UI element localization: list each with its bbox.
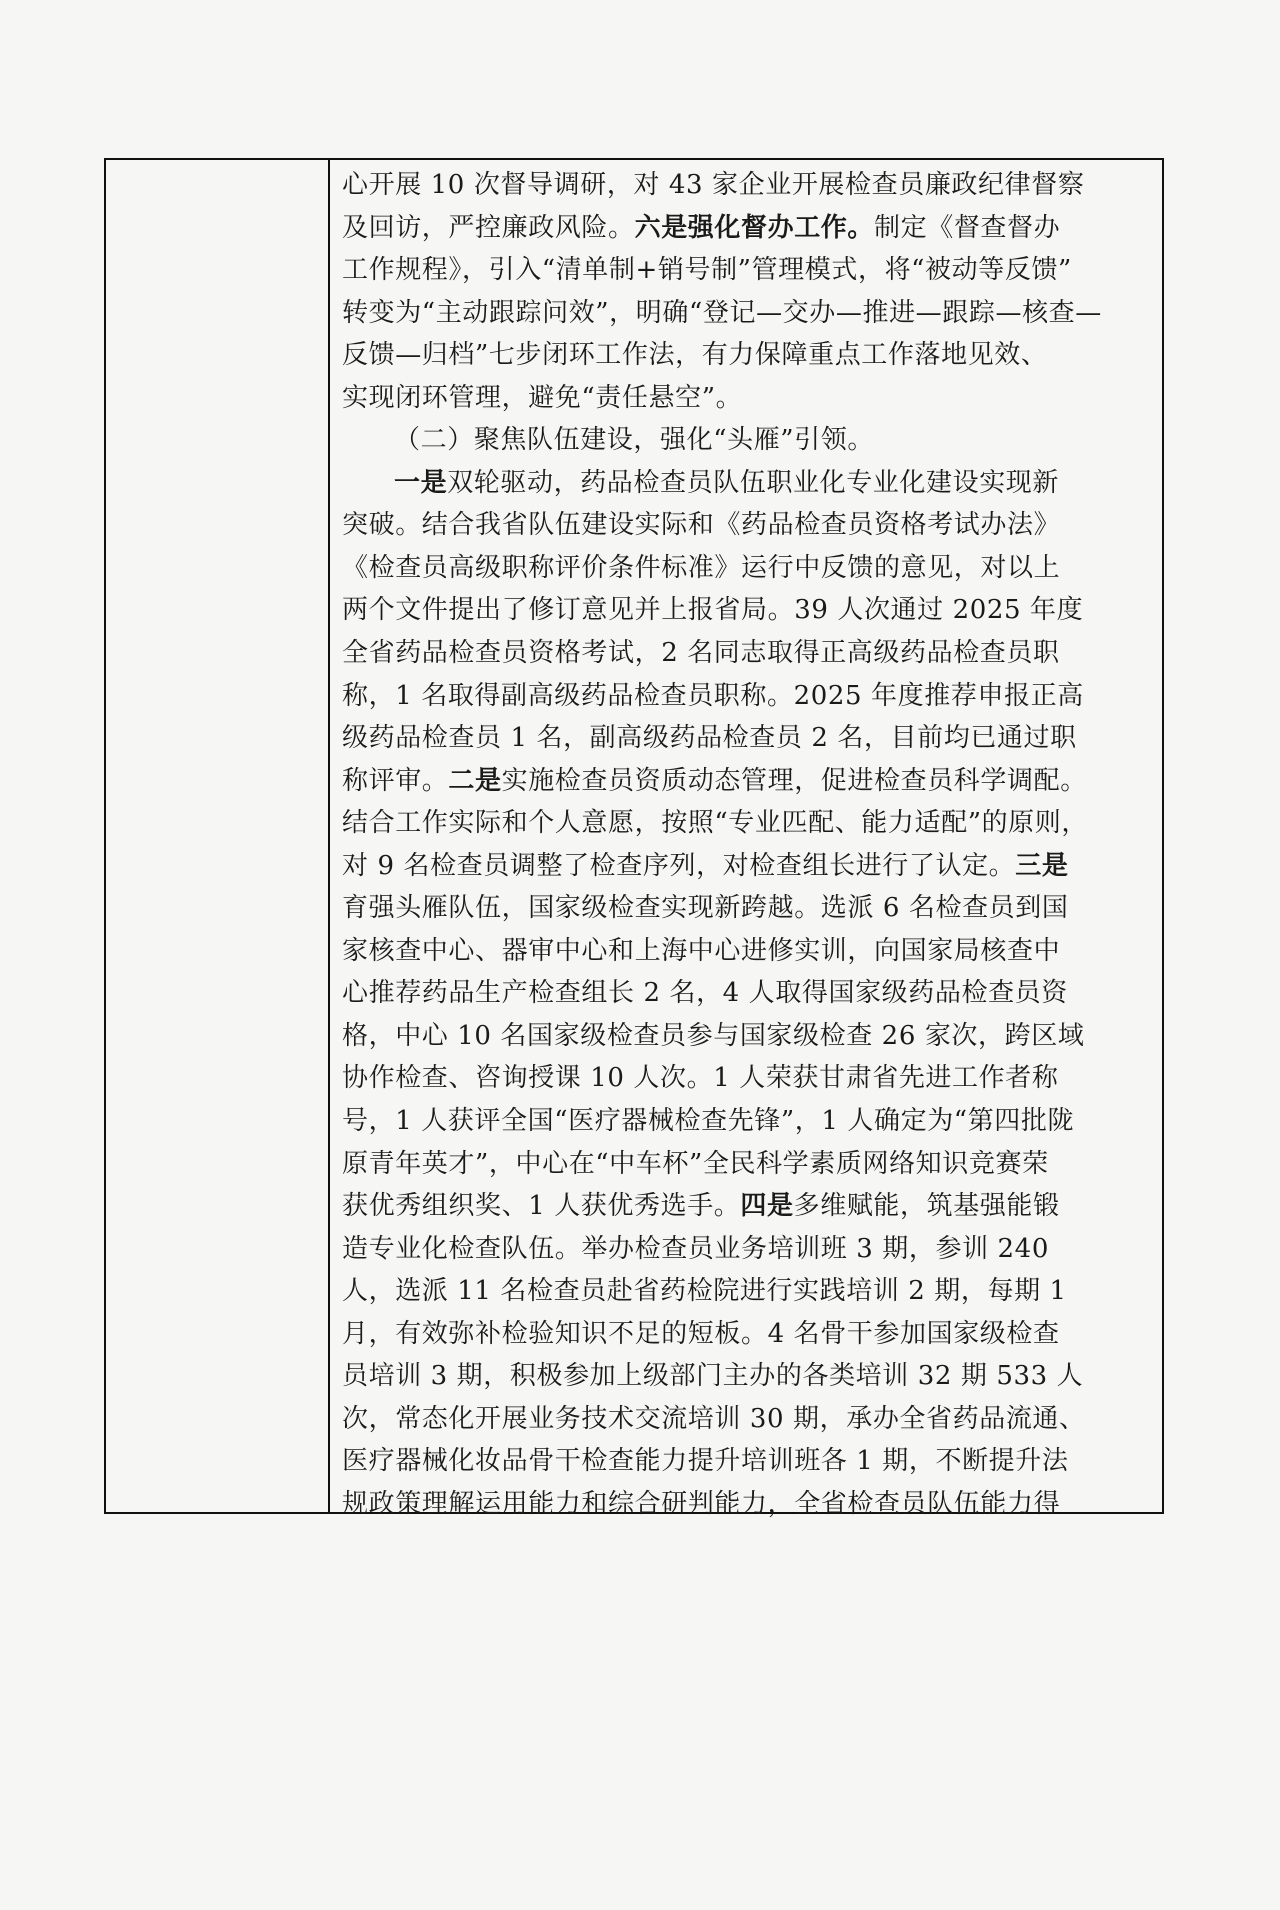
text-segment: 号，1 人获评全国“医疗器械检查先锋”，1 人确定为“第四批陇 — [342, 1106, 1075, 1137]
text-line — [342, 1313, 1142, 1356]
text-line — [342, 1015, 1142, 1058]
text-line — [342, 547, 1142, 590]
text-segment: 人，选派 11 名检查员赴省药检院进行实践培训 2 期，每期 1 — [342, 1276, 1067, 1307]
table-right-cell — [330, 160, 1162, 1519]
text-segment: 称评审。 — [342, 765, 449, 796]
text-segment: 协作检查、咨询授课 10 人次。1 人荣获甘肃省先进工作者称 — [342, 1063, 1059, 1094]
text-segment: 全省药品检查员资格考试，2 名同志取得正高级药品检查员职 — [342, 638, 1060, 669]
text-line — [342, 1143, 1142, 1186]
text-segment: 次，常态化开展业务技术交流培训 30 期，承办全省药品流通、 — [342, 1403, 1086, 1434]
text-segment: 称，1 名取得副高级药品检查员职称。2025 年度推荐申报正高 — [342, 680, 1084, 711]
text-segment: 规政策理解运用能力和综合研判能力，全省检查员队伍能力得 — [342, 1488, 1061, 1519]
text-line — [342, 845, 1142, 888]
text-segment: 级药品检查员 1 名，副高级药品检查员 2 名，目前均已通过职 — [342, 723, 1077, 754]
text-line — [342, 1398, 1142, 1441]
text-line — [342, 887, 1142, 930]
text-line — [342, 760, 1142, 803]
text-line — [342, 292, 1142, 335]
text-segment: 多维赋能，筑基强能锻 — [793, 1191, 1060, 1222]
text-segment: 实现闭环管理，避免“责任悬空”。 — [342, 382, 743, 413]
text-segment: 结合工作实际和个人意愿，按照“专业匹配、能力适配”的原则， — [342, 808, 1088, 839]
text-segment: 月，有效弥补检验知识不足的短板。4 名骨干参加国家级检查 — [342, 1318, 1060, 1349]
text-segment: 育强头雁队伍，国家级检查实现新跨越。选派 6 名检查员到国 — [342, 893, 1069, 924]
text-line — [342, 1483, 1142, 1526]
text-line — [342, 1228, 1142, 1271]
text-line — [342, 1185, 1142, 1228]
text-line — [342, 1057, 1142, 1100]
text-segment: 两个文件提出了修订意见并上报省局。39 人次通过 2025 年度 — [342, 595, 1084, 626]
text-line — [342, 419, 1142, 462]
text-segment: （二）聚焦队伍建设，强化“头雁”引领。 — [394, 425, 874, 456]
bold-text-segment: 六是强化督办工作。 — [634, 212, 875, 243]
text-line — [342, 802, 1142, 845]
text-line — [342, 1440, 1142, 1483]
text-segment: 及回访，严控廉政风险。 — [342, 212, 635, 243]
text-segment: 造专业化检查队伍。举办检查员业务培训班 3 期，参训 240 — [342, 1233, 1049, 1264]
bold-text-segment: 一是 — [394, 467, 448, 498]
text-line — [342, 1355, 1142, 1398]
text-line — [342, 930, 1142, 973]
text-line — [342, 972, 1142, 1015]
text-line — [342, 675, 1142, 718]
text-line — [342, 717, 1142, 760]
text-line — [342, 249, 1142, 292]
text-segment: 医疗器械化妆品骨干检查能力提升培训班各 1 期，不断提升法 — [342, 1446, 1069, 1477]
text-segment: 实施检查员资质动态管理，促进检查员科学调配。 — [501, 765, 1087, 796]
text-segment: 工作规程》，引入“清单制+销号制”管理模式，将“被动等反馈” — [342, 255, 1072, 286]
text-line — [342, 377, 1142, 420]
text-segment: 员培训 3 期，积极参加上级部门主办的各类培训 32 期 533 人 — [342, 1361, 1084, 1392]
text-segment: 制定《督查督办 — [874, 212, 1061, 243]
text-line — [342, 207, 1142, 250]
bold-text-segment: 二是 — [448, 765, 502, 796]
text-line — [342, 632, 1142, 675]
text-line — [342, 164, 1142, 207]
text-segment: 突破。结合我省队伍建设实际和《药品检查员资格考试办法》 — [342, 510, 1061, 541]
text-line — [342, 334, 1142, 377]
text-line — [342, 1270, 1142, 1313]
table-left-cell — [106, 160, 330, 1512]
text-segment: 双轮驱动，药品检查员队伍职业化专业化建设实现新 — [447, 467, 1060, 498]
text-segment: 获优秀组织奖、1 人获优秀选手。 — [342, 1191, 741, 1222]
body-text — [342, 164, 1142, 1526]
text-segment: 心推荐药品生产检查组长 2 名，4 人取得国家级药品检查员资 — [342, 978, 1068, 1009]
text-segment: 格，中心 10 名国家级检查员参与国家级检查 26 家次，跨区域 — [342, 1020, 1085, 1051]
text-segment: 家核查中心、器审中心和上海中心进修实训，向国家局核查中 — [342, 935, 1061, 966]
bold-text-segment: 三是 — [1015, 850, 1069, 881]
text-line — [342, 462, 1142, 505]
text-segment: 心开展 10 次督导调研，对 43 家企业开展检查员廉政纪律督察 — [342, 170, 1085, 200]
form-table — [104, 158, 1164, 1519]
text-line — [342, 1100, 1142, 1143]
bold-text-segment: 四是 — [740, 1191, 794, 1222]
text-segment: 《检查员高级职称评价条件标准》运行中反馈的意见，对以上 — [342, 552, 1061, 583]
text-segment: 转变为“主动跟踪问效”，明确“登记—交办—推进—跟踪—核查— — [342, 297, 1102, 328]
text-line — [342, 504, 1142, 547]
text-segment: 对 9 名检查员调整了检查序列，对检查组长进行了认定。 — [342, 850, 1016, 881]
text-line — [342, 589, 1142, 632]
text-segment: 原青年英才”，中心在“中车杯”全民科学素质网络知识竞赛荣 — [342, 1148, 1049, 1179]
text-segment: 反馈—归档”七步闭环工作法，有力保障重点工作落地见效、 — [342, 340, 1048, 371]
